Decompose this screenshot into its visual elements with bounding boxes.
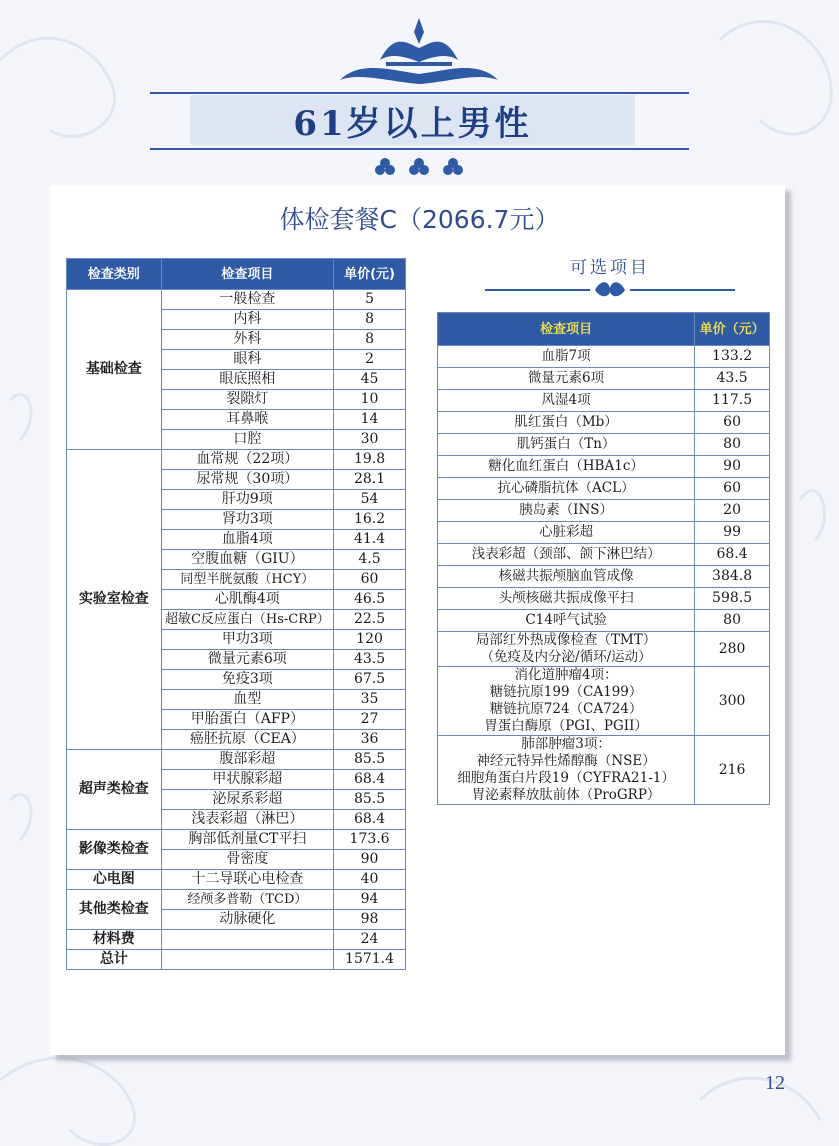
category-cell: 实验室检查 bbox=[67, 450, 162, 750]
table-row bbox=[438, 478, 770, 500]
item-cell: 十二导联心电检查 bbox=[161, 870, 333, 890]
item-cell: 眼底照相 bbox=[161, 370, 333, 390]
optional-price-cell: 280 bbox=[695, 632, 770, 667]
optional-table bbox=[437, 312, 770, 805]
price-cell: 45 bbox=[334, 370, 406, 390]
price-cell: 8 bbox=[334, 330, 406, 350]
price-cell: 98 bbox=[334, 910, 406, 930]
price-cell: 85.5 bbox=[334, 790, 406, 810]
table-row bbox=[67, 890, 406, 910]
table-row bbox=[438, 412, 770, 434]
optional-price-cell: 216 bbox=[695, 736, 770, 805]
optional-price-cell: 20 bbox=[695, 500, 770, 522]
table-row bbox=[438, 456, 770, 478]
price-cell: 4.5 bbox=[334, 550, 406, 570]
item-cell: 甲胎蛋白（AFP） bbox=[161, 710, 333, 730]
item-cell: 胸部低剂量CT平扫 bbox=[161, 830, 333, 850]
price-cell: 28.1 bbox=[334, 470, 406, 490]
item-cell: 泌尿系彩超 bbox=[161, 790, 333, 810]
price-cell: 41.4 bbox=[334, 530, 406, 550]
category-cell: 总计 bbox=[67, 950, 162, 970]
price-cell: 90 bbox=[334, 850, 406, 870]
optional-item-cell: C14呼气试验 bbox=[438, 610, 695, 632]
item-cell: 耳鼻喉 bbox=[161, 410, 333, 430]
table-row bbox=[438, 500, 770, 522]
optional-item-cell: 浅表彩超（颈部、颌下淋巴结） bbox=[438, 544, 695, 566]
price-cell: 60 bbox=[334, 570, 406, 590]
item-cell: 口腔 bbox=[161, 430, 333, 450]
table-row bbox=[438, 610, 770, 632]
category-cell: 心电图 bbox=[67, 870, 162, 890]
item-cell: 癌胚抗原（CEA） bbox=[161, 730, 333, 750]
price-cell: 36 bbox=[334, 730, 406, 750]
item-cell bbox=[161, 930, 333, 950]
table-row bbox=[438, 434, 770, 456]
table-row bbox=[67, 290, 406, 310]
table-row bbox=[438, 667, 770, 736]
optional-price-cell: 300 bbox=[695, 667, 770, 736]
optional-price-cell: 60 bbox=[695, 412, 770, 434]
price-cell: 22.5 bbox=[334, 610, 406, 630]
item-cell: 同型半胱氨酸（HCY） bbox=[161, 570, 333, 590]
item-cell bbox=[161, 950, 333, 970]
table-row bbox=[67, 870, 406, 890]
optional-price-cell: 117.5 bbox=[695, 390, 770, 412]
category-cell: 超声类检查 bbox=[67, 750, 162, 830]
optional-item-cell: 局部红外热成像检查（TMT） （免疫及内分泌/循环/运动） bbox=[438, 632, 695, 667]
optional-item-cell: 消化道肿瘤4项： 糖链抗原199（CA199） 糖链抗原724（CA724） 胃蛋白酶原（PGI、PGII） bbox=[438, 667, 695, 736]
table-row bbox=[438, 522, 770, 544]
price-cell: 2 bbox=[334, 350, 406, 370]
item-cell: 免疫3项 bbox=[161, 670, 333, 690]
optional-item-cell: 肌钙蛋白（Tn） bbox=[438, 434, 695, 456]
ornament-divider-icon bbox=[480, 278, 740, 300]
table-row bbox=[438, 346, 770, 368]
table-row bbox=[438, 390, 770, 412]
optional-item-cell: 血脂7项 bbox=[438, 346, 695, 368]
item-cell: 经颅多普勒（TCD） bbox=[161, 890, 333, 910]
price-cell: 19.8 bbox=[334, 450, 406, 470]
item-cell: 血脂4项 bbox=[161, 530, 333, 550]
item-cell: 空腹血糖（GIU） bbox=[161, 550, 333, 570]
item-cell: 浅表彩超（淋巴） bbox=[161, 810, 333, 830]
page-number: 12 bbox=[765, 1072, 785, 1094]
main-table bbox=[66, 258, 406, 970]
optional-price-cell: 384.8 bbox=[695, 566, 770, 588]
price-cell: 54 bbox=[334, 490, 406, 510]
header-ornament bbox=[0, 0, 839, 190]
item-cell: 肝功9项 bbox=[161, 490, 333, 510]
optional-price-cell: 80 bbox=[695, 434, 770, 456]
optional-item-cell: 肌红蛋白（Mb） bbox=[438, 412, 695, 434]
table-row bbox=[67, 750, 406, 770]
column-header-category: 检查类别 bbox=[67, 259, 162, 290]
optional-price-cell: 80 bbox=[695, 610, 770, 632]
price-cell: 43.5 bbox=[334, 650, 406, 670]
category-cell: 基础检查 bbox=[67, 290, 162, 450]
price-cell: 120 bbox=[334, 630, 406, 650]
item-cell: 一般检查 bbox=[161, 290, 333, 310]
price-cell: 68.4 bbox=[334, 810, 406, 830]
price-cell: 5 bbox=[334, 290, 406, 310]
price-cell: 68.4 bbox=[334, 770, 406, 790]
price-cell: 35 bbox=[334, 690, 406, 710]
column-header-price: 单价(元) bbox=[334, 259, 406, 290]
price-cell: 27 bbox=[334, 710, 406, 730]
price-cell: 46.5 bbox=[334, 590, 406, 610]
price-cell: 67.5 bbox=[334, 670, 406, 690]
optional-price-cell: 99 bbox=[695, 522, 770, 544]
item-cell: 尿常规（30项） bbox=[161, 470, 333, 490]
item-cell: 心肌酶4项 bbox=[161, 590, 333, 610]
price-cell: 24 bbox=[334, 930, 406, 950]
optional-column-header-price: 单价（元） bbox=[695, 313, 770, 346]
optional-item-cell: 心脏彩超 bbox=[438, 522, 695, 544]
optional-item-cell: 核磁共振颅脑血管成像 bbox=[438, 566, 695, 588]
table-row bbox=[438, 566, 770, 588]
price-cell: 173.6 bbox=[334, 830, 406, 850]
price-cell: 14 bbox=[334, 410, 406, 430]
optional-item-cell: 微量元素6项 bbox=[438, 368, 695, 390]
optional-price-cell: 60 bbox=[695, 478, 770, 500]
item-cell: 甲功3项 bbox=[161, 630, 333, 650]
price-cell: 40 bbox=[334, 870, 406, 890]
optional-column-header-item: 检查项目 bbox=[438, 313, 695, 346]
optional-title: 可选项目 bbox=[570, 258, 650, 278]
item-cell: 超敏C反应蛋白（Hs-CRP） bbox=[161, 610, 333, 630]
item-cell: 内科 bbox=[161, 310, 333, 330]
item-cell: 血型 bbox=[161, 690, 333, 710]
price-cell: 94 bbox=[334, 890, 406, 910]
optional-price-cell: 598.5 bbox=[695, 588, 770, 610]
column-header-item: 检查项目 bbox=[161, 259, 333, 290]
table-row bbox=[67, 450, 406, 470]
optional-price-cell: 90 bbox=[695, 456, 770, 478]
price-cell: 8 bbox=[334, 310, 406, 330]
item-cell: 骨密度 bbox=[161, 850, 333, 870]
optional-price-cell: 68.4 bbox=[695, 544, 770, 566]
optional-item-cell: 肺部肿瘤3项： 神经元特异性烯醇酶（NSE） 细胞角蛋白片段19（CYFRA21-1） 胃泌素释放肽前体（ProGRP） bbox=[438, 736, 695, 805]
item-cell: 眼科 bbox=[161, 350, 333, 370]
table-row bbox=[438, 736, 770, 805]
optional-item-cell: 头颅核磁共振成像平扫 bbox=[438, 588, 695, 610]
item-cell: 腹部彩超 bbox=[161, 750, 333, 770]
category-cell: 材料费 bbox=[67, 930, 162, 950]
optional-item-cell: 胰岛素（INS） bbox=[438, 500, 695, 522]
package-title: 体检套餐C（2066.7元） bbox=[279, 205, 560, 234]
price-cell: 1571.4 bbox=[334, 950, 406, 970]
table-row bbox=[67, 830, 406, 850]
category-cell: 其他类检查 bbox=[67, 890, 162, 930]
item-cell: 裂隙灯 bbox=[161, 390, 333, 410]
category-cell: 影像类检查 bbox=[67, 830, 162, 870]
table-row bbox=[438, 632, 770, 667]
table-row bbox=[438, 368, 770, 390]
item-cell: 外科 bbox=[161, 330, 333, 350]
table-row bbox=[438, 544, 770, 566]
table-row bbox=[67, 950, 406, 970]
price-cell: 85.5 bbox=[334, 750, 406, 770]
optional-item-cell: 抗心磷脂抗体（ACL） bbox=[438, 478, 695, 500]
table-row bbox=[67, 930, 406, 950]
optional-price-cell: 43.5 bbox=[695, 368, 770, 390]
item-cell: 动脉硬化 bbox=[161, 910, 333, 930]
table-row bbox=[438, 588, 770, 610]
item-cell: 微量元素6项 bbox=[161, 650, 333, 670]
item-cell: 甲状腺彩超 bbox=[161, 770, 333, 790]
optional-item-cell: 糖化血红蛋白（HBA1c） bbox=[438, 456, 695, 478]
optional-header bbox=[480, 253, 740, 300]
optional-price-cell: 133.2 bbox=[695, 346, 770, 368]
page-title: 61岁以上男性 bbox=[190, 95, 635, 145]
price-cell: 16.2 bbox=[334, 510, 406, 530]
item-cell: 肾功3项 bbox=[161, 510, 333, 530]
optional-item-cell: 风湿4项 bbox=[438, 390, 695, 412]
price-cell: 10 bbox=[334, 390, 406, 410]
price-cell: 30 bbox=[334, 430, 406, 450]
item-cell: 血常规（22项） bbox=[161, 450, 333, 470]
